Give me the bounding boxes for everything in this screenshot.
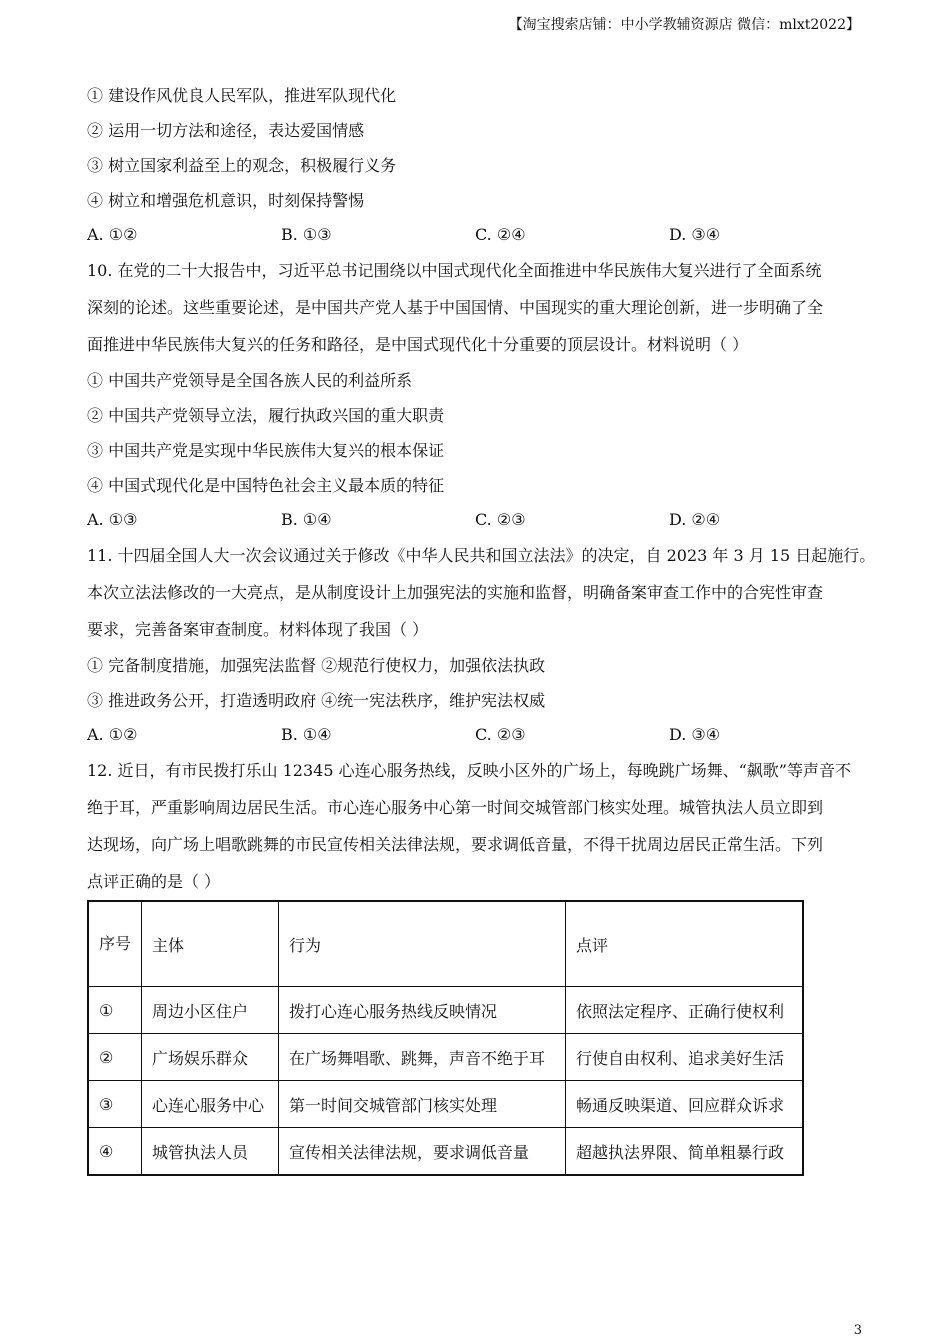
question-content	[87, 78, 876, 900]
q10-item-2: ② 中国共产党领导立法，履行执政兴国的重大职责	[87, 406, 445, 425]
q10-item-3: ③ 中国共产党是实现中华民族伟大复兴的根本保证	[87, 441, 445, 460]
row-action: 拨打心连心服务热线反映情况	[279, 987, 566, 1034]
q10-stem-line-2: 深刻的论述。这些重要论述，是中国共产党人基于中国国情、中国现实的重大理论创新，进一步明确了全	[87, 298, 824, 317]
q9-option-c: C. ②④	[475, 225, 526, 244]
page-number: 3	[853, 1323, 862, 1338]
q10-option-c: C. ②③	[475, 510, 526, 529]
row-action: 在广场舞唱歌、跳舞，声音不绝于耳	[279, 1034, 566, 1081]
row-seq: ①	[88, 987, 142, 1034]
q9-item-3: ③ 树立国家利益至上的观念，积极履行义务	[87, 156, 397, 175]
q9-item-1: ① 建设作风优良人民军队，推进军队现代化	[87, 86, 397, 105]
header-comment: 点评	[566, 901, 804, 987]
q9-option-d: D. ③④	[669, 225, 721, 244]
q9-option-a: A. ①②	[87, 225, 138, 244]
q10-option-a: A. ①③	[87, 510, 138, 529]
row-action: 第一时间交城管部门核实处理	[279, 1081, 566, 1128]
q10-stem-line-1: 10. 在党的二十大报告中，习近平总书记围绕以中国式现代化全面推进中华民族伟大复兴进行了全面系统	[87, 261, 822, 280]
q12-stem-line-2: 绝于耳，严重影响周边居民生活。市心连心服务中心第一时间交城管部门核实处理。城管执法人员立即到	[87, 798, 824, 817]
q11-stem-line-3: 要求，完善备案审查制度。材料体现了我国（ ）	[87, 620, 429, 639]
q11-option-d: D. ③④	[669, 725, 721, 744]
page-header: 【淘宝搜索店铺：中小学教辅资源店 微信：mlxt2022】	[508, 17, 860, 33]
row-comment: 依照法定程序、正确行使权利	[566, 987, 804, 1034]
row-subject: 心连心服务中心	[142, 1081, 279, 1128]
q12-stem-line-4: 点评正确的是（ ）	[87, 872, 221, 891]
row-action: 宣传相关法律法规，要求调低音量	[279, 1128, 566, 1176]
table-row	[88, 1034, 803, 1081]
q12-stem-line-3: 达现场，向广场上唱歌跳舞的市民宣传相关法律法规，要求调低音量，不得干扰周边居民正常生活。下列	[87, 835, 824, 854]
row-comment: 畅通反映渠道、回应群众诉求	[566, 1081, 804, 1128]
q11-option-b: B. ①④	[281, 725, 332, 744]
q10-stem-line-3: 面推进中华民族伟大复兴的任务和路径，是中国式现代化十分重要的顶层设计。材料说明（ ）	[87, 335, 749, 354]
row-subject: 周边小区住户	[142, 987, 279, 1034]
q12-stem-line-1: 12. 近日，有市民拨打乐山 12345 心连心服务热线，反映小区外的广场上，每晚跳广场舞、“飙歌”等声音不	[87, 761, 851, 780]
table-row	[88, 1128, 803, 1176]
row-subject: 广场娱乐群众	[142, 1034, 279, 1081]
q9-item-2: ② 运用一切方法和途径，表达爱国情感	[87, 121, 365, 140]
q12-table	[87, 900, 804, 1176]
q9-item-4: ④ 树立和增强危机意识，时刻保持警惕	[87, 191, 365, 210]
q10-options	[87, 503, 867, 537]
header-action: 行为	[279, 901, 566, 987]
q11-stem-line-2: 本次立法法修改的一大亮点，是从制度设计上加强宪法的实施和监督，明确备案审查工作中的合宪性审查	[87, 583, 824, 602]
q10-option-d: D. ②④	[669, 510, 721, 529]
header-seq: 序号	[88, 901, 142, 987]
row-seq: ③	[88, 1081, 142, 1128]
table-row	[88, 987, 803, 1034]
q10-item-4: ④ 中国式现代化是中国特色社会主义最本质的特征	[87, 476, 445, 495]
q11-stem-line-1: 11. 十四届全国人大一次会议通过关于修改《中华人民共和国立法法》的决定，自 2023 年 3 月 15 日起施行。	[87, 546, 876, 565]
q11-option-c: C. ②③	[475, 725, 526, 744]
row-subject: 城管执法人员	[142, 1128, 279, 1176]
header-subject: 主体	[142, 901, 279, 987]
q11-options	[87, 718, 867, 752]
q11-option-a: A. ①②	[87, 725, 138, 744]
q9-option-b: B. ①③	[281, 225, 332, 244]
table-row	[88, 1081, 803, 1128]
q10-item-1: ① 中国共产党领导是全国各族人民的利益所系	[87, 371, 413, 390]
q11-item-2: ③ 推进政务公开，打造透明政府 ④统一宪法秩序，维护宪法权威	[87, 691, 546, 710]
row-seq: ②	[88, 1034, 142, 1081]
table-header-row	[88, 901, 803, 987]
row-comment: 行使自由权利、追求美好生活	[566, 1034, 804, 1081]
q9-options	[87, 218, 867, 252]
row-comment: 超越执法界限、简单粗暴行政	[566, 1128, 804, 1176]
q10-option-b: B. ①④	[281, 510, 332, 529]
row-seq: ④	[88, 1128, 142, 1176]
q11-item-1: ① 完备制度措施，加强宪法监督 ②规范行使权力，加强依法执政	[87, 656, 546, 675]
